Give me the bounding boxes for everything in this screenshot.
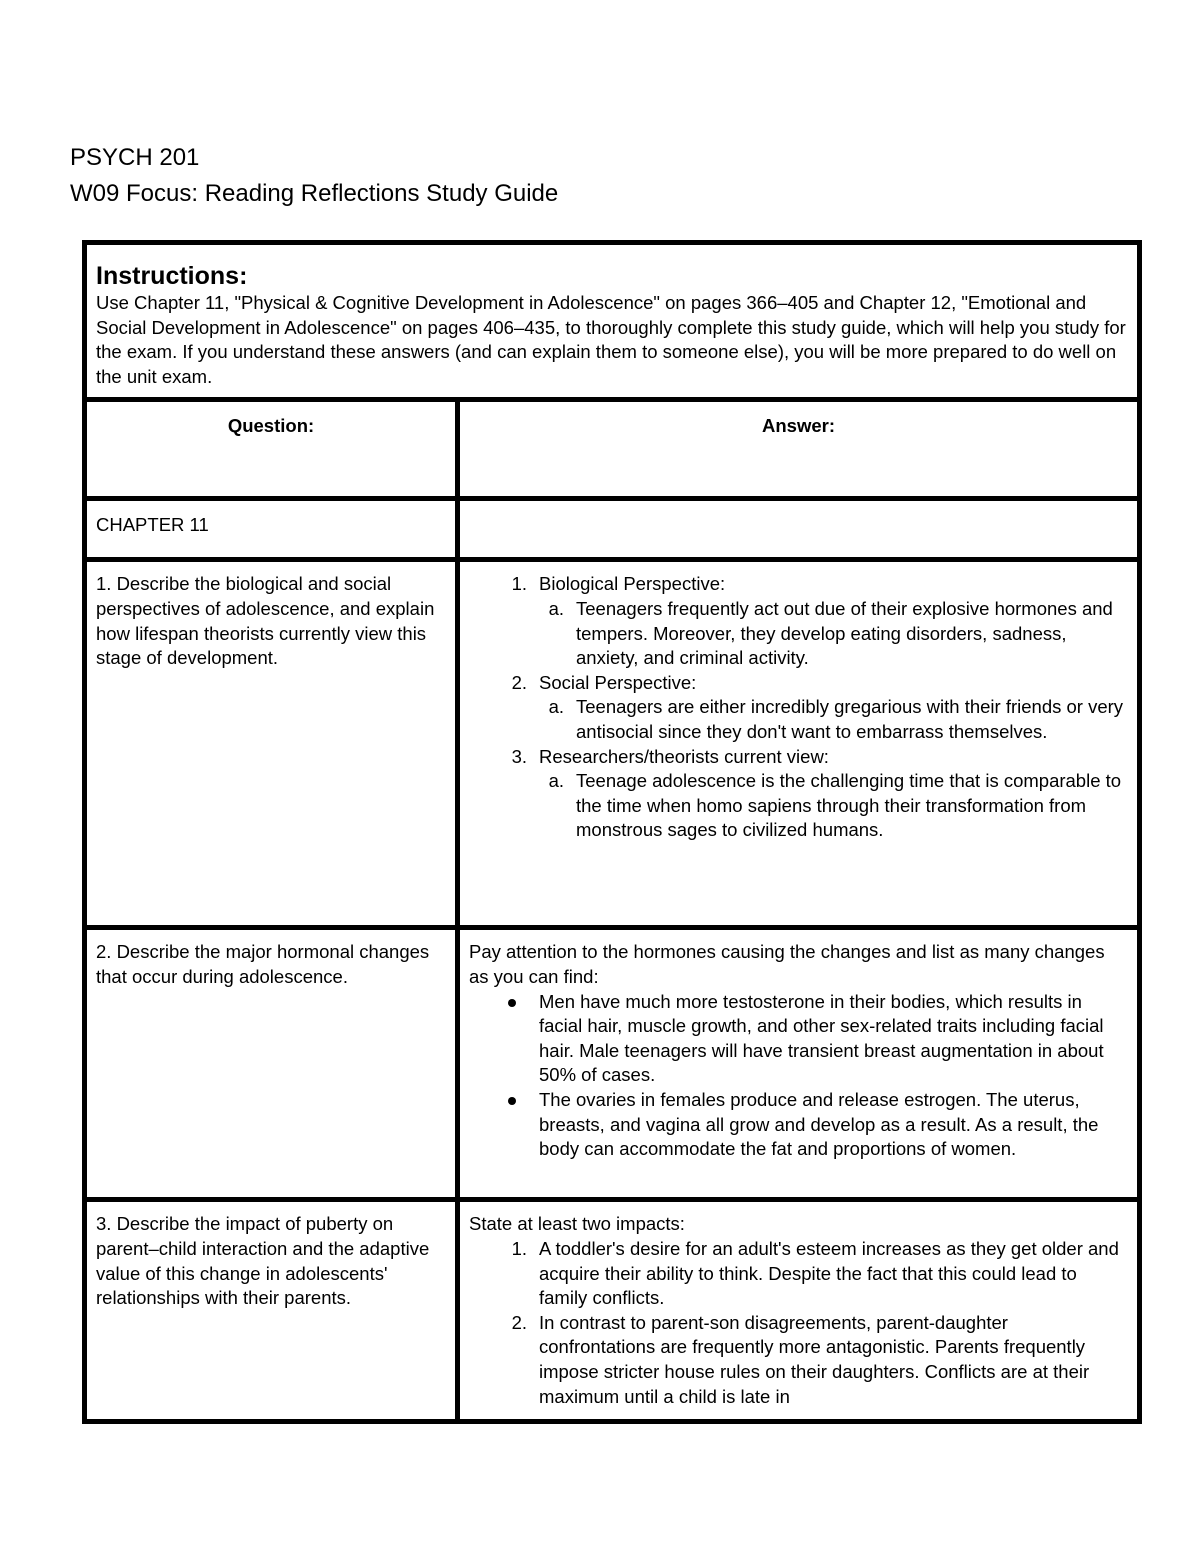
answer-cell <box>458 1200 1140 1422</box>
answer-intro: State at least two impacts: <box>469 1213 685 1235</box>
list-item <box>539 695 1128 744</box>
course-code: PSYCH 201 <box>70 144 200 171</box>
table-row <box>85 928 1140 1200</box>
list-number: 2. <box>511 671 527 693</box>
list-item-text: The ovaries in females produce and release estrogen. The uterus, breasts, and vagina all grow and develop as a result. As a result, the body can accommodate the fat and proportions of women. <box>539 1088 1099 1160</box>
list-item-text: In contrast to parent-son disagreements, parent-daughter confrontations are frequently more antagonistic. Parents frequently impose stricter house rules on their daughters. Conflicts are at their maximum until a child is late in <box>539 1311 1090 1407</box>
list-item <box>502 572 1128 670</box>
list-number: 1. <box>511 573 527 595</box>
header-row <box>85 400 1140 499</box>
table-row <box>85 1200 1140 1422</box>
bullet-icon <box>508 999 516 1007</box>
list-item <box>539 597 1128 671</box>
list-number: 2. <box>511 1311 527 1333</box>
question-cell <box>85 928 458 1200</box>
answer-cell <box>458 560 1140 928</box>
list-item <box>502 1088 1128 1162</box>
table-row <box>85 560 1140 928</box>
answer-header: Answer: <box>458 400 1140 499</box>
answer-list <box>469 572 1128 843</box>
sub-list <box>469 597 1128 671</box>
list-item <box>502 1311 1128 1409</box>
answer-bullets <box>469 990 1128 1162</box>
list-item <box>502 990 1128 1088</box>
document-header <box>70 140 558 212</box>
list-item <box>539 769 1128 843</box>
list-item-text: A toddler's desire for an adult's esteem increases as they get older and acquire their ability to think. Despite the fact that this could lead to family conflicts. <box>539 1237 1119 1309</box>
chapter-row <box>85 499 1140 560</box>
answer-list <box>469 1237 1128 1409</box>
list-item <box>502 1237 1128 1311</box>
chapter-label: CHAPTER 11 <box>85 499 458 560</box>
answer-intro: Pay attention to the hormones causing the changes and list as many changes as you can find: <box>469 941 1105 987</box>
list-number: 3. <box>511 745 527 767</box>
question-header: Question: <box>85 400 458 499</box>
instructions-text: Use Chapter 11, "Physical & Cognitive Development in Adolescence" on pages 366–405 and Chapter 12, "Emotional and Social Development in Adolescence" on pages 406–435, to thoroughly complete this study guide, which will help you study for the exam. If you understand these answers (and can explain them to someone else), you will be more prepared to do well on the unit exam. <box>96 292 1126 387</box>
chapter-answer-cell <box>458 499 1140 560</box>
list-item-label: Researchers/theorists current view: <box>539 745 829 767</box>
list-item-text: Teenagers frequently act out due of their explosive hormones and tempers. Moreover, they develop eating disorders, sadness, anxiety, and criminal activity. <box>576 597 1113 669</box>
list-item-text: Teenage adolescence is the challenging time that is comparable to the time when homo sapiens through their transformation from monstrous sages to civilized humans. <box>576 770 1122 841</box>
list-item <box>502 745 1128 843</box>
list-item-text: Teenagers are either incredibly gregarious with their friends or very antisocial since they don't want to embarrass themselves. <box>576 696 1124 742</box>
question-text: 2. Describe the major hormonal changes that occur during adolescence. <box>96 941 430 987</box>
sub-list <box>469 695 1128 744</box>
list-item-text: Men have much more testosterone in their bodies, which results in facial hair, muscle growth, and other sex-related traits including facial hair. Male teenagers will have transient breast augmentation in about 50% of cases. <box>539 990 1104 1086</box>
question-text: 3. Describe the impact of puberty on parent–child interaction and the adaptive value of this change in adolescents' relationships with their parents. <box>96 1213 430 1309</box>
list-number: a. <box>548 696 564 718</box>
bullet-icon <box>508 1097 516 1105</box>
instructions-row <box>85 243 1140 400</box>
list-number: a. <box>548 597 564 619</box>
question-cell <box>85 560 458 928</box>
question-cell <box>85 1200 458 1422</box>
list-number: 1. <box>511 1237 527 1259</box>
instructions-cell <box>85 243 1140 400</box>
document-title: W09 Focus: Reading Reflections Study Guide <box>70 180 559 207</box>
list-item-label: Social Perspective: <box>539 671 697 693</box>
list-item <box>502 671 1128 745</box>
study-guide-table <box>82 240 1142 1424</box>
list-number: a. <box>548 770 564 792</box>
list-item-label: Biological Perspective: <box>539 573 726 595</box>
question-text: 1. Describe the biological and social perspectives of adolescence, and explain how lifespan theorists currently view this stage of development. <box>96 573 435 669</box>
instructions-label: Instructions: <box>96 262 248 290</box>
sub-list <box>469 769 1128 843</box>
answer-cell <box>458 928 1140 1200</box>
